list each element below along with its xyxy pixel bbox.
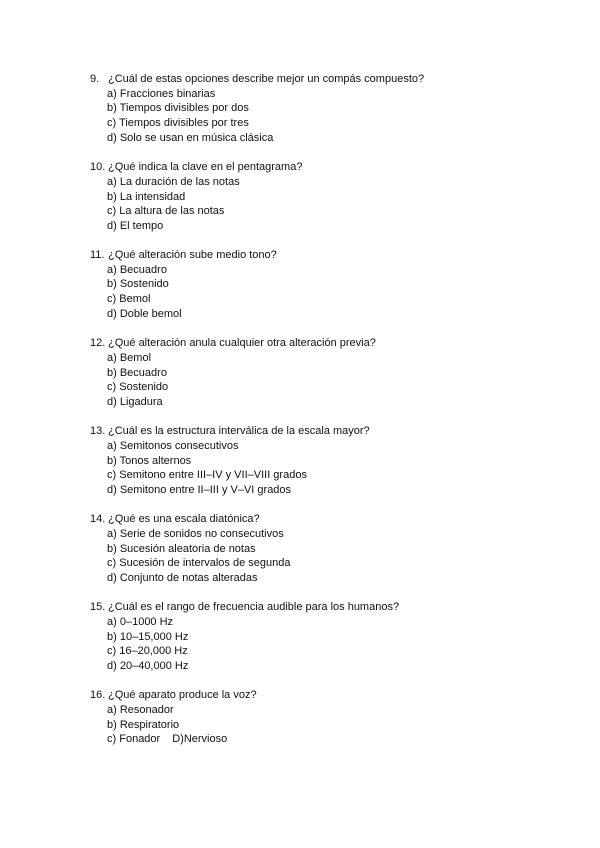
question-number: 12. bbox=[90, 337, 106, 349]
question-line bbox=[90, 248, 277, 262]
option-label: d) bbox=[107, 484, 117, 496]
option-label: d) bbox=[107, 572, 117, 584]
option-text: Bemol bbox=[119, 293, 151, 305]
option-b bbox=[107, 630, 188, 644]
option-label: a) bbox=[107, 616, 117, 628]
question-number: 14. bbox=[90, 513, 106, 525]
option-text: Becuadro bbox=[119, 264, 167, 276]
question-line bbox=[90, 688, 257, 702]
option-label: a) bbox=[107, 176, 117, 188]
question-line bbox=[90, 512, 260, 526]
option-label: c) bbox=[107, 117, 117, 129]
option-text: Fonador bbox=[119, 733, 161, 745]
option-a bbox=[107, 351, 151, 365]
option-text: Sucesión aleatoria de notas bbox=[119, 543, 256, 555]
option-d bbox=[107, 483, 291, 497]
option-text: La intensidad bbox=[119, 191, 186, 203]
question-line bbox=[90, 600, 399, 614]
option-label: c) bbox=[107, 645, 117, 657]
option-label: d) bbox=[107, 132, 117, 144]
option-text: 16–20,000 Hz bbox=[119, 645, 188, 657]
option-text: 20–40,000 Hz bbox=[119, 660, 189, 672]
option-c bbox=[107, 468, 307, 482]
option-text: Ligadura bbox=[119, 396, 163, 408]
question-line bbox=[90, 72, 424, 86]
option-c bbox=[107, 116, 249, 130]
question-number: 13. bbox=[90, 425, 106, 437]
option-b bbox=[107, 454, 191, 468]
option-d bbox=[107, 571, 257, 585]
question-text: ¿Qué es una escala diatónica? bbox=[108, 513, 260, 525]
option-text: Tiempos divisibles por tres bbox=[119, 117, 249, 129]
option-b bbox=[107, 366, 167, 380]
option-label: a) bbox=[107, 264, 117, 276]
question-text: ¿Qué alteración sube medio tono? bbox=[108, 249, 277, 261]
option-text: 0–1000 Hz bbox=[119, 616, 174, 628]
option-text: Sostenido bbox=[119, 381, 169, 393]
option-a bbox=[107, 87, 215, 101]
option-b bbox=[107, 277, 169, 291]
option-c bbox=[107, 380, 168, 394]
option-b bbox=[107, 718, 179, 732]
option-a bbox=[107, 615, 173, 629]
option-label: c) bbox=[107, 733, 117, 745]
option-d bbox=[107, 219, 163, 233]
option-label: d) bbox=[107, 220, 117, 232]
option-d bbox=[107, 659, 188, 673]
question-number: 11. bbox=[90, 249, 105, 261]
question-text: ¿Cuál es la estructura interválica de la escala mayor? bbox=[108, 425, 370, 437]
option-text: Bemol bbox=[119, 352, 152, 364]
option-label: d) bbox=[107, 660, 117, 672]
question-number: 15. bbox=[90, 601, 106, 613]
question-line bbox=[90, 160, 302, 174]
option-label: c) bbox=[107, 293, 117, 305]
option-label: a) bbox=[107, 704, 117, 716]
option-b bbox=[107, 101, 249, 115]
option-text: La altura de las notas bbox=[119, 205, 225, 217]
option-label: c) bbox=[107, 205, 117, 217]
option-text: Semitono entre II–III y V–VI grados bbox=[119, 484, 292, 496]
option-b bbox=[107, 542, 256, 556]
option-a bbox=[107, 175, 240, 189]
option-label: d) bbox=[107, 396, 117, 408]
option-text: Fracciones binarias bbox=[119, 88, 216, 100]
question-text: ¿Qué aparato produce la voz? bbox=[108, 689, 257, 701]
option-d bbox=[107, 395, 163, 409]
question-text: ¿Cuál es el rango de frecuencia audible para los humanos? bbox=[108, 601, 400, 613]
option-b bbox=[107, 190, 185, 204]
option-text: Semitono entre III–IV y VII–VIII grados bbox=[119, 469, 307, 481]
option-label: d) bbox=[107, 308, 117, 320]
option-a bbox=[107, 439, 238, 453]
option-label: a) bbox=[107, 528, 117, 540]
option-label: a) bbox=[107, 440, 117, 452]
option-label: b) bbox=[107, 719, 117, 731]
option-a bbox=[107, 527, 284, 541]
question-text: ¿Qué alteración anula cualquier otra alteración previa? bbox=[108, 337, 376, 349]
option-text: Doble bemol bbox=[119, 308, 182, 320]
question-text: ¿Cuál de estas opciones describe mejor un compás compuesto? bbox=[108, 73, 425, 85]
option-text: La duración de las notas bbox=[119, 176, 240, 188]
question-number: 9. bbox=[90, 73, 100, 85]
option-label: c) bbox=[107, 469, 117, 481]
option-label: a) bbox=[107, 88, 117, 100]
option-d-inline: D)Nervioso bbox=[172, 733, 228, 745]
option-label: a) bbox=[107, 352, 117, 364]
question-text: ¿Qué indica la clave en el pentagrama? bbox=[108, 161, 303, 173]
option-label: c) bbox=[107, 557, 117, 569]
option-text: El tempo bbox=[119, 220, 164, 232]
option-label: b) bbox=[107, 631, 117, 643]
option-label: b) bbox=[107, 543, 117, 555]
option-label: b) bbox=[107, 367, 117, 379]
option-text: Becuadro bbox=[119, 367, 167, 379]
option-d bbox=[107, 131, 273, 145]
option-text: Resonador bbox=[119, 704, 174, 716]
option-c bbox=[107, 644, 188, 658]
question-line bbox=[90, 336, 376, 350]
option-text: Serie de sonidos no consecutivos bbox=[119, 528, 284, 540]
option-text: Semitonos consecutivos bbox=[119, 440, 239, 452]
option-a bbox=[107, 703, 174, 717]
option-c bbox=[107, 732, 227, 746]
option-text: Respiratorio bbox=[119, 719, 180, 731]
option-label: b) bbox=[107, 102, 117, 114]
option-text: Tiempos divisibles por dos bbox=[119, 102, 249, 114]
option-text: Solo se usan en música clásica bbox=[119, 132, 274, 144]
question-number: 16. bbox=[90, 689, 106, 701]
option-d bbox=[107, 307, 182, 321]
option-a bbox=[107, 263, 167, 277]
option-text: 10–15,000 Hz bbox=[119, 631, 189, 643]
option-text: Sucesión de intervalos de segunda bbox=[119, 557, 291, 569]
option-label: b) bbox=[107, 278, 117, 290]
option-c bbox=[107, 292, 150, 306]
question-number: 10. bbox=[90, 161, 106, 173]
option-label: b) bbox=[107, 191, 117, 203]
option-label: c) bbox=[107, 381, 117, 393]
option-c bbox=[107, 204, 224, 218]
option-text: Tonos alternos bbox=[119, 455, 192, 467]
option-label: b) bbox=[107, 455, 117, 467]
option-text: Conjunto de notas alteradas bbox=[119, 572, 258, 584]
option-text: Sostenido bbox=[119, 278, 169, 290]
option-c bbox=[107, 556, 290, 570]
question-line bbox=[90, 424, 370, 438]
